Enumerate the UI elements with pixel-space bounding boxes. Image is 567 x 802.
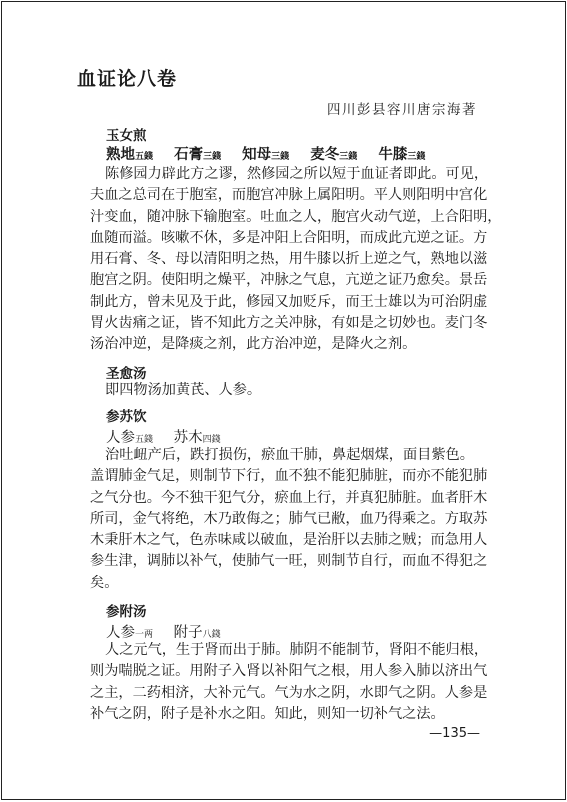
text-line: 胃火齿痛之证，皆不知此方之关冲脉，有如是之切妙也。麦门冬: [90, 315, 488, 332]
herb-item: [242, 146, 289, 163]
text-line: 所司，金气将绝，木乃敢侮之；肺气已敝，血乃得乘之。方取苏: [90, 510, 488, 527]
herb-list-shensuyin: [106, 426, 237, 447]
text-line: 夫血之总司在于胞室，而胞宫冲脉上属阳明。平人则阳明中宫化: [90, 187, 488, 204]
page-number: —135—: [429, 726, 480, 741]
paragraph-yunvjian: [90, 164, 502, 356]
text-line: 木秉肝木之气，色赤味咸以破血，是治肝以去肺之贼；而急用人: [90, 532, 488, 549]
herb-name: 熟地: [106, 146, 135, 163]
text-line: 制此方，曾未见及于此，修园又加贬斥，而王士雄以为可治阴虚: [90, 293, 488, 310]
herb-item: [106, 625, 153, 641]
section-heading-shenfutang: 参附汤: [106, 604, 147, 620]
herb-dose: 三錢: [203, 152, 222, 162]
author-line: 四川彭县容川唐宗海著: [327, 102, 477, 118]
text-line: 汁变血，随冲脉下输胞室。吐血之人，胞宫火动气逆，上合阳明，: [90, 208, 502, 225]
paragraph-shensuyin: [90, 445, 488, 594]
herb-dose: 三錢: [407, 152, 426, 162]
herb-name: 苏木: [173, 430, 203, 446]
herb-list-yunvjian: [106, 143, 441, 164]
herb-item: [106, 146, 153, 163]
text-line: 补气之阴，附子是补水之阳。知此，则知一切补气之法。: [90, 705, 445, 722]
herb-name: 附子: [173, 625, 203, 641]
text-line: 之气分也。今不独干犯气分，瘀血上行，并真犯肺脏。血者肝木: [90, 489, 488, 506]
herb-dose: 四錢: [202, 435, 221, 445]
text-line: 陈修园力辟此方之谬，然修园之所以短于血证者即此。可见，: [105, 166, 489, 182]
text-line: 治吐衄产后，跌打损伤，瘀血干肺，鼻起烟煤，面目紫色。: [105, 447, 474, 463]
section-heading-shengyutang: 圣愈汤: [106, 366, 147, 382]
herb-item: [174, 146, 221, 163]
text-line: 即四物汤加黄芪、人参。: [105, 382, 262, 398]
text-line: 胞宫之阴。使阳明之燥平，冲脉之气息，亢逆之证乃愈矣。景岳: [90, 272, 488, 289]
text-line: 盖谓肺金气足，则制节下行，血不独不能犯肺脏，而亦不能犯肺: [90, 468, 488, 485]
herb-list-shenfutang: [106, 621, 237, 642]
herb-item: [378, 146, 425, 163]
herb-name: 麦冬: [310, 146, 340, 163]
text-line: 汤治冲逆，是降痰之剂，此方治冲逆，是降火之剂。: [90, 336, 417, 353]
herb-dose: 一两: [135, 630, 154, 640]
herb-name: 人参: [106, 625, 135, 641]
herb-name: 知母: [242, 146, 272, 163]
herb-name: 牛膝: [378, 146, 408, 163]
text-line: 用石膏、冬、母以清阳明之热，用牛膝以折上逆之气，熟地以滋: [90, 251, 488, 268]
herb-item: [174, 625, 221, 641]
chapter-title: 血证论八卷: [77, 68, 178, 90]
herb-dose: 八錢: [202, 630, 221, 640]
text-line: 之主，二药相济，大补元气。气为水之阴，水即气之阴。人参是: [90, 684, 488, 701]
paragraph-shengyutang: [90, 380, 485, 401]
herb-dose: 五錢: [135, 152, 154, 162]
text-line: 矣。: [90, 574, 119, 591]
herb-dose: 三錢: [339, 152, 358, 162]
herb-dose: 三錢: [271, 152, 290, 162]
herb-item: [106, 430, 153, 446]
text-line: 血随而溢。咳嗽不休，多是冲阳上合阳明，而成此亢逆之证。方: [90, 229, 488, 246]
herb-item: [174, 430, 221, 446]
text-line: 人之元气，生于肾而出于肺。肺阴不能制节，肾阳不能归根，: [105, 642, 489, 658]
book-page: [1, 1, 566, 800]
section-heading-shensuyin: 参苏饮: [106, 409, 147, 425]
paragraph-shenfutang: [90, 640, 489, 725]
text-line: 则为喘脱之证。用附子入肾以补阳气之根，用人参入肺以济出气: [90, 663, 488, 680]
section-heading-yunvjian: 玉女煎: [106, 128, 147, 144]
herb-item: [310, 146, 357, 163]
herb-name: 人参: [106, 430, 135, 446]
herb-dose: 五錢: [135, 435, 154, 445]
text-line: 参生津，调肺以补气，使肺气一旺，则制节自行，而血不得犯之: [90, 553, 488, 570]
herb-name: 石膏: [174, 146, 204, 163]
